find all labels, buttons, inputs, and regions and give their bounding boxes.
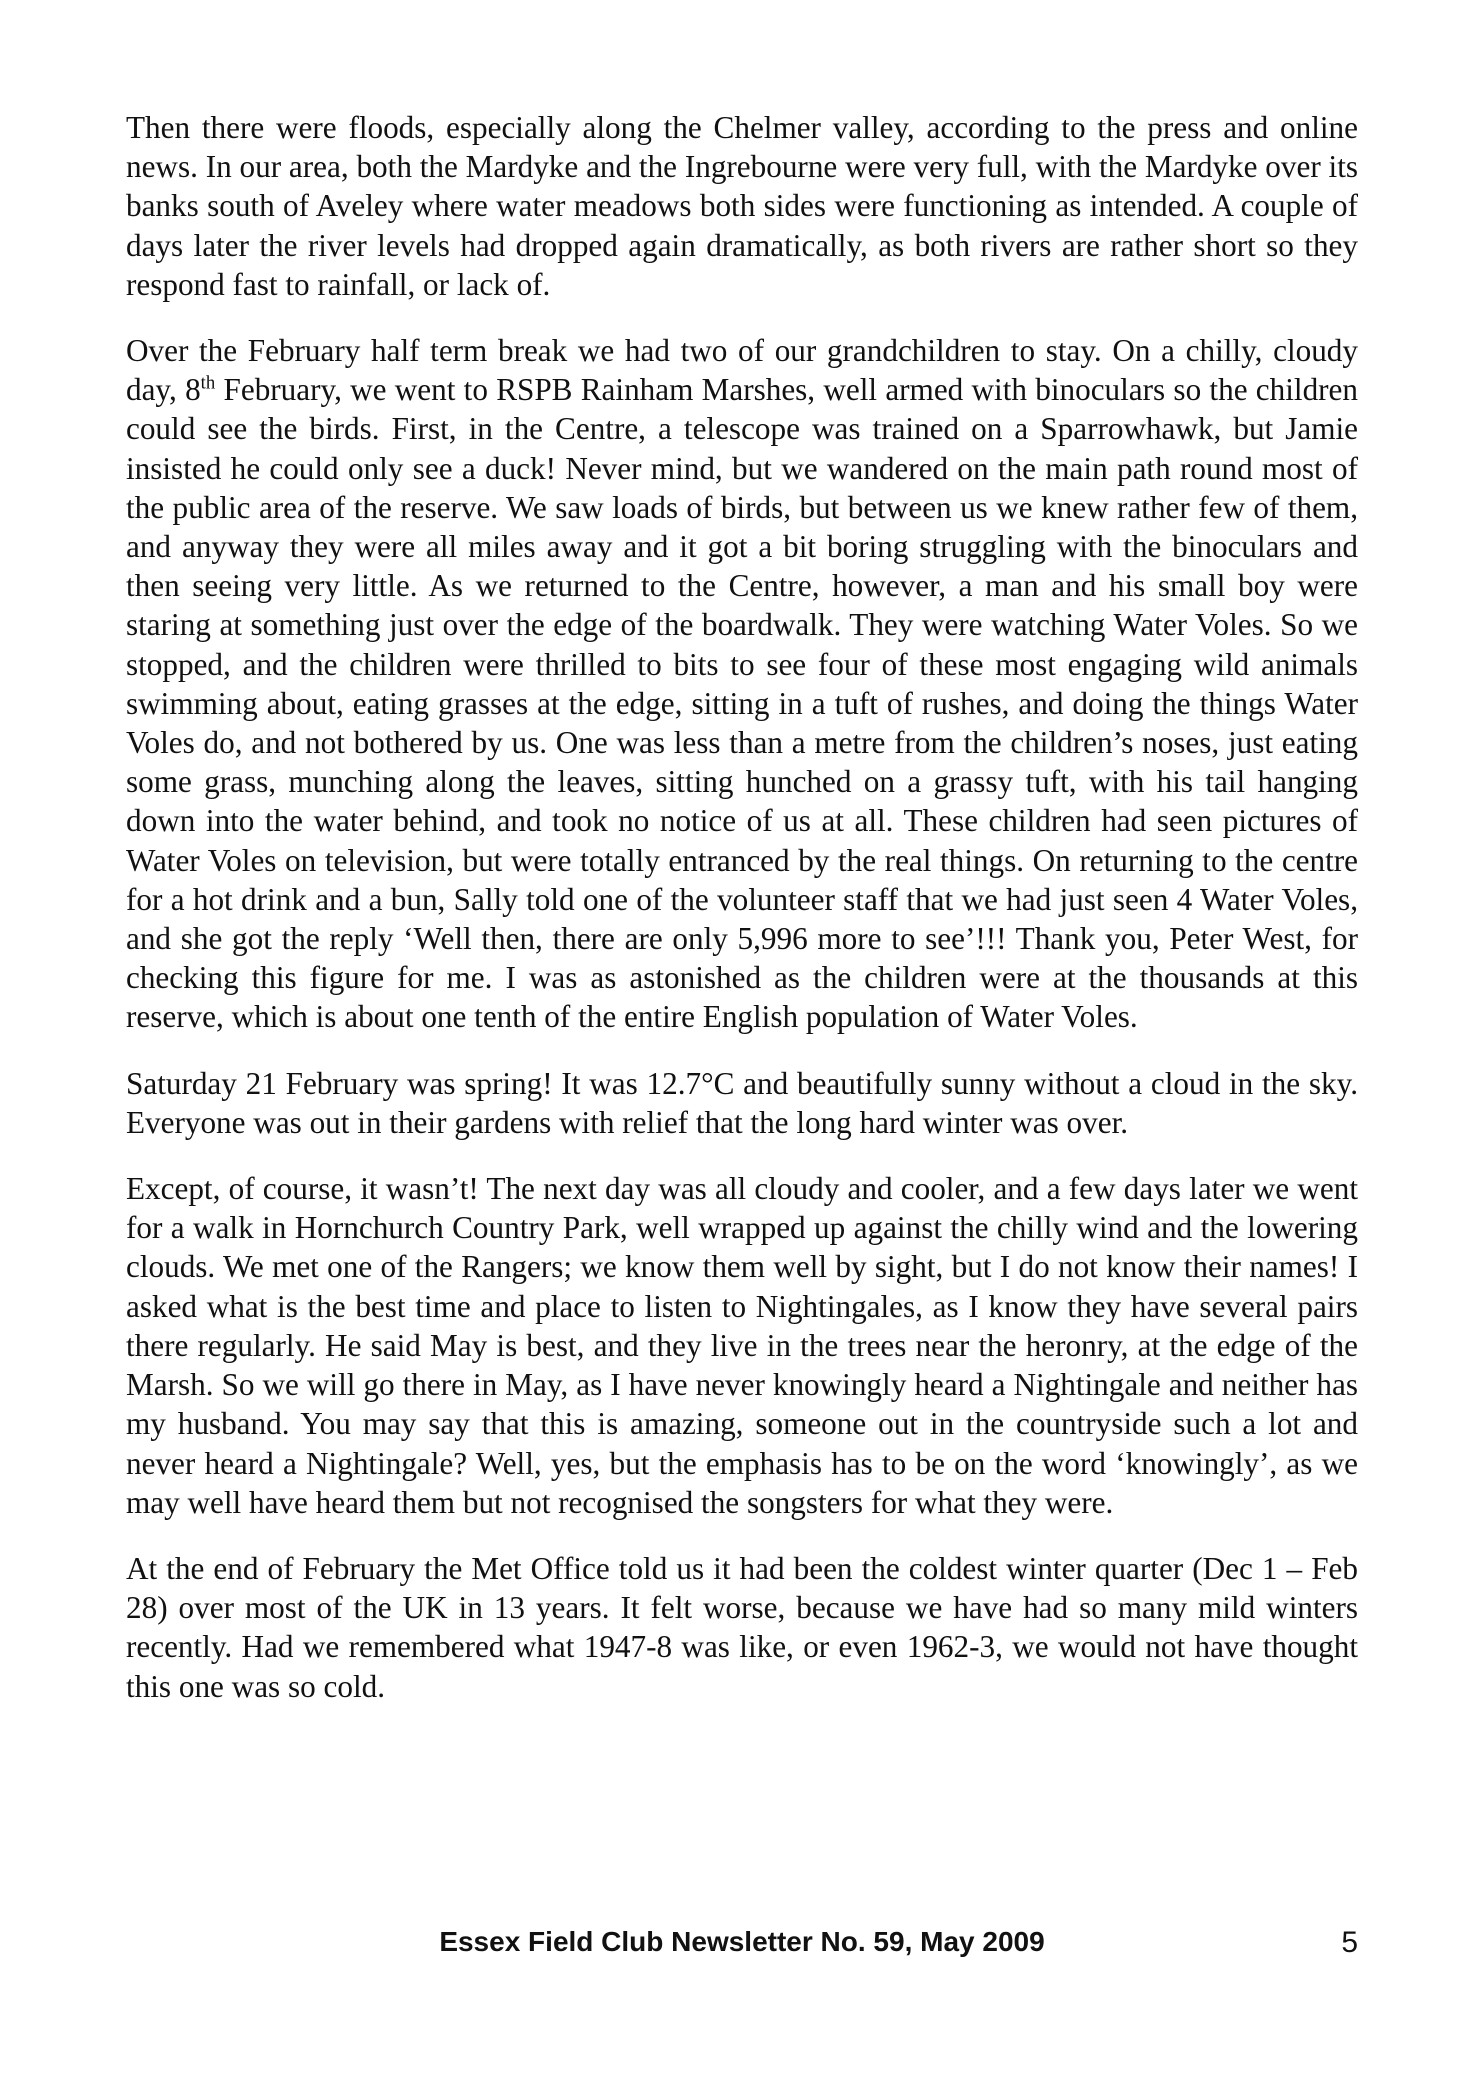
paragraph-floods: Then there were floods, especially along the Chelmer valley, according to the press and online news. In our area, both the Mardyke and the Ingrebourne were very full, with the Mardyke over its banks south of Aveley where water meadows both sides were functioning as intended. A couple of days later the river levels had dropped again dramatically, as both rivers are rather short so they respond fast to rainfall, or lack of.	[126, 110, 1358, 302]
paragraph-rainham-marshes	[126, 331, 1358, 1037]
paragraph-spring-day: Saturday 21 February was spring! It was 12.7°C and beautifully sunny without a cloud in the sky. Everyone was out in their gardens with relief that the long hard winter was over.	[126, 1065, 1358, 1140]
paragraph-hornchurch-park: Except, of course, it wasn’t! The next day was all cloudy and cooler, and a few days later we went for a walk in Hornchurch Country Park, well wrapped up against the chilly wind and the lowering clouds. We met one of the Rangers; we know them well by sight, but I do not know their names! I asked what is the best time and place to listen to Nightingales, as I know they have several pairs there regularly. He said May is best, and they live in the trees near the heronry, at the edge of the Marsh. So we will go there in May, as I have never knowingly heard a Nightingale and neither has my husband. You may say that this is amazing, someone out in the countryside such a lot and never heard a Nightingale? Well, yes, but the emphasis has to be on the word ‘knowingly’, as we may well have heard them but not recognised the songsters for what they were.	[126, 1171, 1358, 1520]
paragraph-coldest-winter: At the end of February the Met Office told us it had been the coldest winter quarter (Dec 1 – Feb 28) over most of the UK in 13 years. It felt worse, because we have had so many mild winters recently. Had we remembered what 1947-8 was like, or even 1962-3, we would not have thought this one was so cold.	[126, 1550, 1358, 1704]
article-body	[126, 108, 1358, 1733]
page-number: 5	[1341, 1926, 1358, 1959]
page-footer	[126, 1926, 1358, 1966]
paragraph-text-rest: February, we went to RSPB Rainham Marshes, well armed with binoculars so the children could see the birds. First, in the Centre, a telescope was trained on a Sparrowhawk, but Jamie insisted he could only see a duck! Never mind, but we wandered on the main path round most of the public area of the reserve. We saw loads of birds, but between us we knew rather few of them, and anyway they were all miles away and it got a bit boring struggling with the binoculars and then seeing very little. As we returned to the Centre, however, a man and his small boy were staring at something just over the edge of the boardwalk. They were watching Water Voles. So we stopped, and the children were thrilled to bits to see four of these most engaging wild animals swimming about, eating grasses at the edge, sitting in a tuft of rushes, and doing the things Water Voles do, and not bothered by us. One was less than a metre from the children’s noses, just eating some grass, munching along the leaves, sitting hunched on a grassy tuft, with his tail hanging down into the water behind, and took no notice of us at all. These children had seen pictures of Water Voles on television, but were totally entranced by the real things. On returning to the centre for a hot drink and a bun, Sally told one of the volunteer staff that we had just seen 4 Water Voles, and she got the reply ‘Well then, there are only 5,996 more to see’!!! Thank you, Peter West, for checking this figure for me. I was as astonished as the children were at the thousands at this reserve, which is about one tenth of the entire English population of Water Voles.	[126, 372, 1358, 1035]
ordinal-suffix: th	[200, 372, 216, 394]
newsletter-title: Essex Field Club Newsletter No. 59, May 2009	[439, 1926, 1045, 1957]
paragraph-text-start: Over the February half term break we had two of our grandchildren to stay. On a chilly, cloudy day, 8	[126, 333, 1358, 408]
